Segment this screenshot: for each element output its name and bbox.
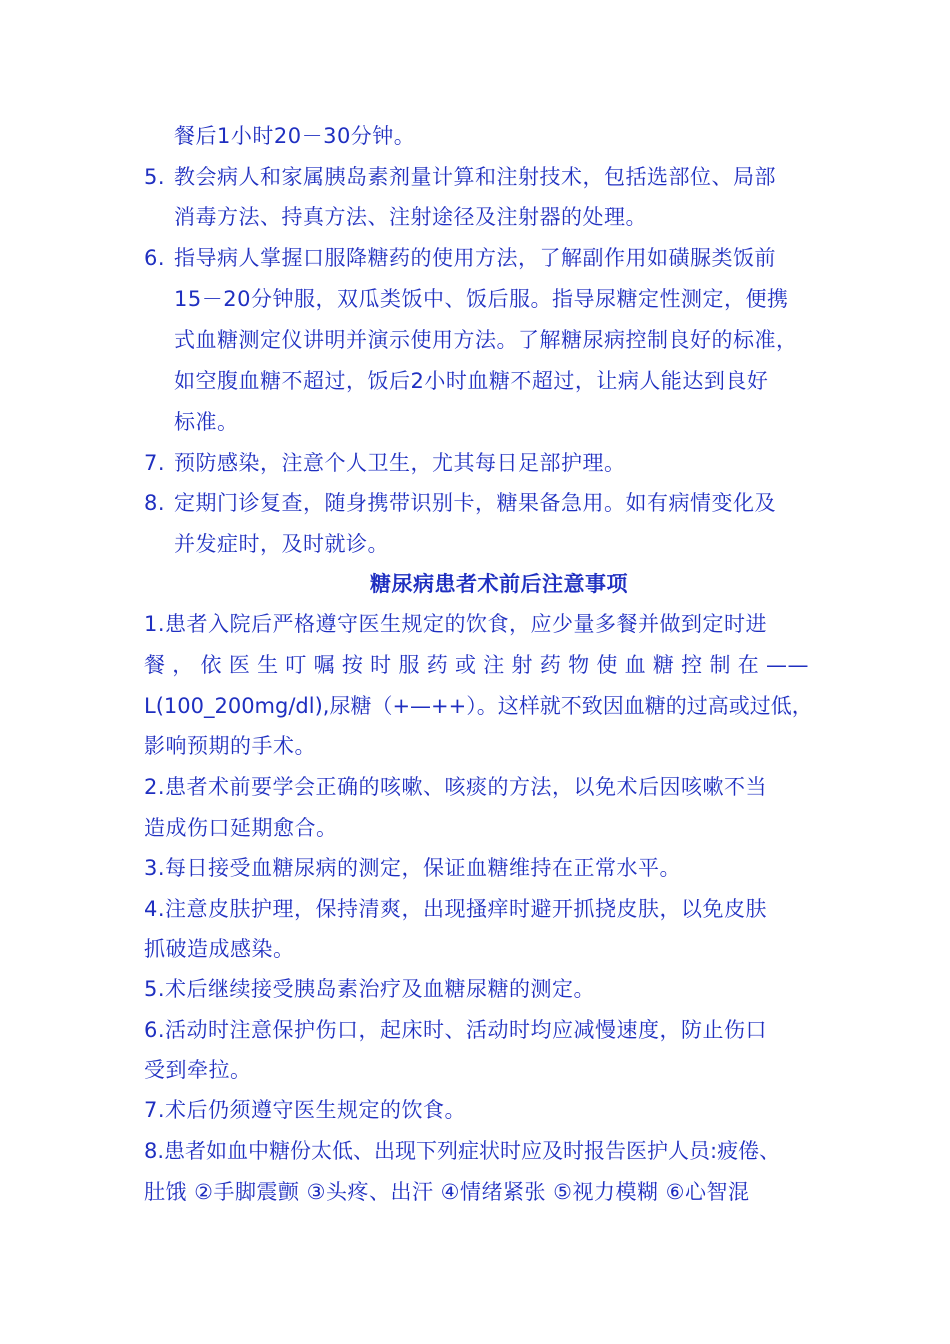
item-6-line-2: 15－20分钟服，双瓜类饭中、饭后服。指导尿糖定性测定，便携 — [174, 287, 789, 311]
item-8-line-1: 定期门诊复查，随身携带识别卡，糖果备急用。如有病情变化及 — [174, 491, 776, 515]
para-6-line-2: 受到牵拉。 — [144, 1058, 252, 1082]
para-8-line-2: 肚饿 ②手脚震颤 ③头疼、出汗 ④情绪紧张 ⑤视力模糊 ⑥心智混 — [144, 1180, 750, 1204]
para-3-line-1: 3.每日接受血糖尿病的测定，保证血糖维持在正常水平。 — [144, 856, 682, 880]
item-6-line-3: 式血糖测定仪讲明并演示使用方法。了解糖尿病控制良好的标准， — [174, 328, 798, 352]
para-1-line-1: 1.患者入院后严格遵守医生规定的饮食，应少量多餐并做到定时进 — [144, 612, 768, 636]
para-4-line-1: 4.注意皮肤护理，保持清爽，出现搔痒时避开抓挠皮肤，以免皮肤 — [144, 897, 768, 921]
item-8-line-2: 并发症时，及时就诊。 — [174, 532, 389, 556]
item-6-number: 6. — [144, 246, 166, 270]
item-5-number: 5. — [144, 165, 166, 189]
para-4-line-2: 抓破造成感染。 — [144, 937, 295, 961]
para-5-line-1: 5.术后继续接受胰岛素治疗及血糖尿糖的测定。 — [144, 977, 596, 1001]
continuation-line: 餐后1小时20－30分钟。 — [174, 124, 416, 148]
item-6-line-4: 如空腹血糖不超过，饭后2小时血糖不超过，让病人能达到良好 — [174, 369, 769, 393]
para-2-line-2: 造成伤口延期愈合。 — [144, 816, 338, 840]
para-1-line-2: 餐，依医生叮嘱按时服药或注射药物使血糖控制在—— — [144, 653, 809, 677]
item-8-number: 8. — [144, 491, 166, 515]
para-1-line-3: L(100_200mg/dl),尿糖（+—++）。这样就不致因血糖的过高或过低， — [144, 694, 813, 718]
item-6-line-5: 标准。 — [174, 410, 239, 434]
item-5-line-2: 消毒方法、持真方法、注射途径及注射器的处理。 — [174, 205, 647, 229]
para-6-line-1: 6.活动时注意保护伤口，起床时、活动时均应减慢速度，防止伤口 — [144, 1018, 768, 1042]
para-2-line-1: 2.患者术前要学会正确的咳嗽、咳痰的方法，以免术后因咳嗽不当 — [144, 775, 768, 799]
item-7-line-1: 预防感染，注意个人卫生，尤其每日足部护理。 — [174, 451, 626, 475]
section-title: 糖尿病患者术前后注意事项 — [370, 572, 628, 596]
para-8-line-1: 8.患者如血中糖份太低、出现下列症状时应及时报告医护人员:疲倦、 — [144, 1139, 781, 1163]
item-7-number: 7. — [144, 451, 166, 475]
item-6-line-1: 指导病人掌握口服降糖药的使用方法，了解副作用如磺脲类饭前 — [174, 246, 776, 270]
item-5-line-1: 教会病人和家属胰岛素剂量计算和注射技术，包括选部位、局部 — [174, 165, 776, 189]
para-1-line-4: 影响预期的手术。 — [144, 734, 316, 758]
para-7-line-1: 7.术后仍须遵守医生规定的饮食。 — [144, 1098, 467, 1122]
